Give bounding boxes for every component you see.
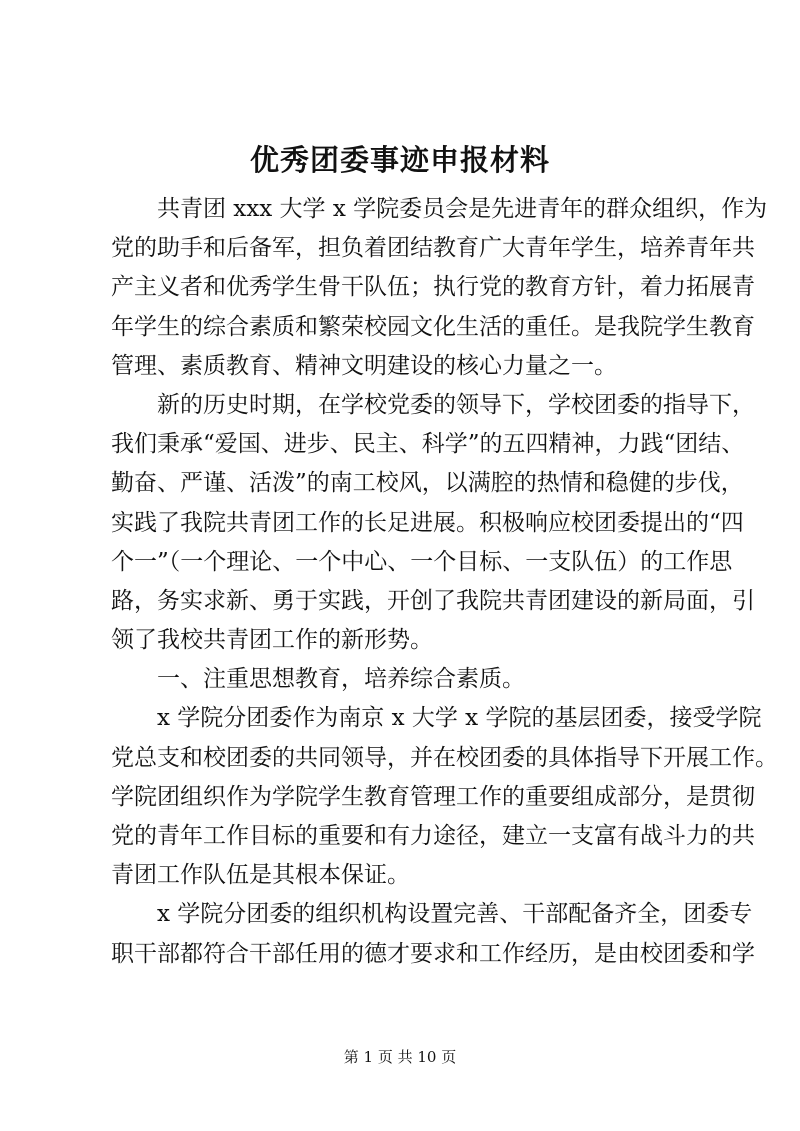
text-line: x 学院分团委的组织机构设置完善、干部配备齐全，团委专 (157, 901, 753, 928)
text-line: 产主义者和优秀学生骨干队伍；执行党的教育方针，着力拓展青 (111, 274, 755, 301)
text-line: 职干部都符合干部任用的德才要求和工作经历，是由校团委和学 (111, 940, 755, 967)
text-line: 一、注重思想教育，培养综合素质。 (157, 666, 525, 693)
text-line: 学院团组织作为学院学生教育管理工作的重要组成部分，是贯彻 (111, 783, 755, 810)
text-line: 勤奋、严谨、活泼”的南工校风，以满腔的热情和稳健的步伐， (111, 470, 744, 497)
text-line: 管理、素质教育、精神文明建设的核心力量之一。 (111, 352, 617, 379)
text-line: 党总支和校团委的共同领导，并在校团委的具体指导下开展工作。 (111, 744, 778, 771)
text-line: 年学生的综合素质和繁荣校园文化生活的重任。是我院学生教育 (111, 313, 755, 340)
page-title: 优秀团委事迹申报材料 (249, 143, 550, 177)
text-line: 我们秉承“爱国、进步、民主、科学”的五四精神，力践“团结、 (111, 431, 745, 458)
text-line: 实践了我院共青团工作的长足进展。积极响应校团委提出的“四 (111, 509, 744, 536)
text-line: 领了我校共青团工作的新形势。 (111, 627, 433, 654)
page-footer: 第 1 页 共 10 页 (343, 1048, 457, 1066)
text-line: 共青团 xxx 大学 x 学院委员会是先进青年的群众组织，作为 (157, 196, 768, 222)
text-line: 党的青年工作目标的重要和有力途径，建立一支富有战斗力的共 (111, 823, 755, 849)
text-line: 新的历史时期，在学校党委的领导下，学校团委的指导下， (157, 391, 755, 418)
text-line: 青团工作队伍是其根本保证。 (111, 862, 410, 889)
document-body (111, 190, 778, 974)
text-line: 个一”（一个理论、一个中心、一个目标、一支队伍）的工作思 (111, 548, 733, 575)
text-line: 党的助手和后备军，担负着团结教育广大青年学生，培养青年共 (111, 235, 755, 262)
text-line: 路，务实求新、勇于实践，开创了我院共青团建设的新局面，引 (111, 587, 755, 614)
text-line: x 学院分团委作为南京 x 大学 x 学院的基层团委，接受学院 (157, 705, 762, 732)
